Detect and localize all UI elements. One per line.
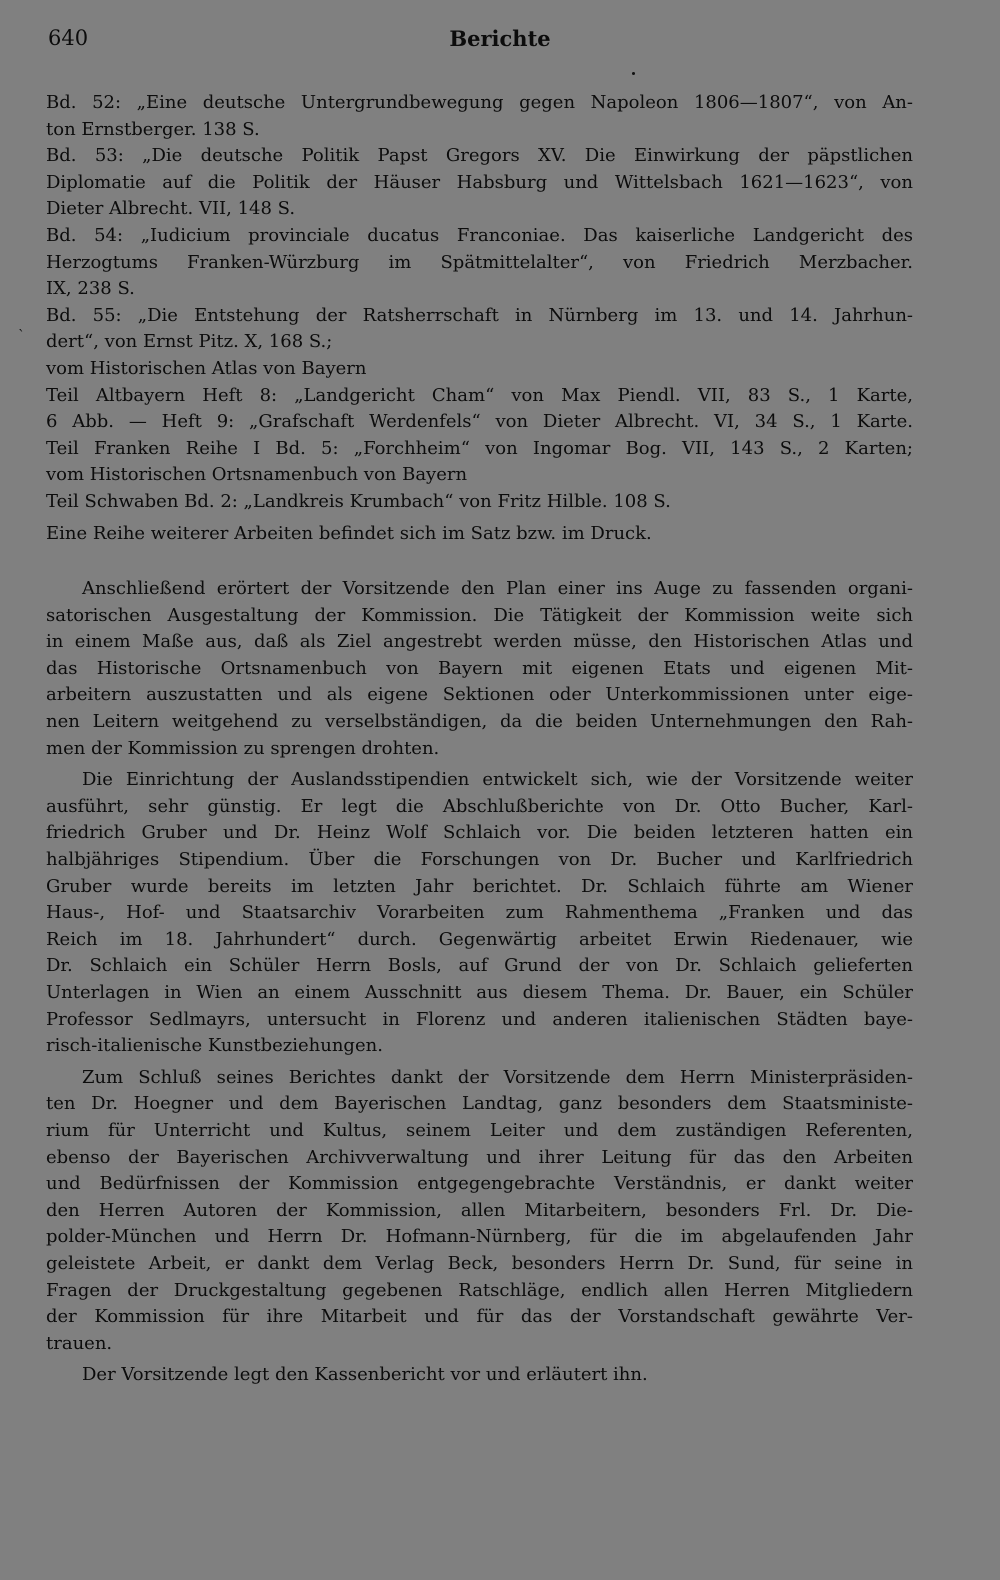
paragraph-line: Unterlagen in Wien an einem Ausschnitt aus diesem Thema. Dr. Bauer, ein Schüler [46, 982, 913, 1003]
paragraph [46, 1362, 913, 1389]
publication-line: vom Historischen Ortsnamenbuch von Bayern [46, 464, 468, 486]
print-speck [632, 72, 635, 75]
page-header [0, 26, 1000, 60]
paragraph-line: der Kommission für ihre Mitarbeit und für das der Vorstandschaft gewährte Ver- [46, 1306, 913, 1328]
paragraph-line: das Historische Ortsnamenbuch von Bayern mit eigenen Etats und eigenen Mit- [46, 657, 913, 679]
paragraph-line: den Herren Autoren der Kommission, allen Mitarbeitern, besonders Frl. Dr. Die- [46, 1199, 913, 1221]
paragraph-line: risch-italienische Kunstbeziehungen. [46, 1035, 383, 1057]
paragraph [46, 767, 913, 1060]
publication-line: Herzogtums Franken-Würzburg im Spätmittelalter“, von Friedrich Merzbacher. [46, 251, 913, 273]
publication-line: Teil Schwaben Bd. 2: „Landkreis Krumbach“ von Fritz Hilble. 108 S. [46, 490, 671, 512]
paragraph-line: Professor Sedlmayrs, untersucht in Florenz und anderen italienischen Städten baye- [46, 1008, 913, 1030]
publication-line: vom Historischen Atlas von Bayern [46, 357, 367, 379]
paragraph-line: satorischen Ausgestaltung der Kommission. Die Tätigkeit der Kommission weite sich [46, 604, 913, 626]
paragraph-line: ten Dr. Hoegner und dem Bayerischen Landtag, ganz besonders dem Staatsministe- [46, 1093, 913, 1115]
paragraph-line: Reich im 18. Jahrhundert“ durch. Gegenwärtig arbeitet Erwin Riedenauer, wie [46, 928, 913, 950]
publication-line: Diplomatie auf die Politik der Häuser Habsburg und Wittelsbach 1621—1623“, von [46, 171, 913, 193]
publication-line: Bd. 53: „Die deutsche Politik Papst Gregors XV. Die Einwirkung der päpstlichen [46, 145, 913, 167]
paragraph-line: ausführt, sehr günstig. Er legt die Abschlußberichte von Dr. Otto Bucher, Karl- [46, 795, 913, 817]
publication-line: 6 Abb. — Heft 9: „Grafschaft Werdenfels“ von Dieter Albrecht. VI, 34 S., 1 Karte. [46, 411, 913, 433]
paragraph-line: friedrich Gruber und Dr. Heinz Wolf Schlaich vor. Die beiden letzteren hatten ein [46, 822, 913, 844]
paragraph-line: in einem Maße aus, daß als Ziel angestrebt werden müsse, den Historischen Atlas und [46, 631, 913, 653]
paragraph-line: Die Einrichtung der Auslandsstipendien entwickelt sich, wie der Vorsitzende weiter [82, 769, 913, 791]
publication-line: Bd. 54: „Iudicium provinciale ducatus Franconiae. Das kaiserliche Landgericht des [46, 224, 913, 246]
paragraph [46, 1065, 913, 1358]
paragraph-line: Anschließend erörtert der Vorsitzende den Plan einer ins Auge zu fassenden organi- [82, 578, 913, 600]
paragraph-line: Fragen der Druckgestaltung gegebenen Ratschläge, endlich allen Herren Mitgliedern [46, 1279, 913, 1301]
page-body [46, 90, 913, 1389]
paragraph-line: men der Kommission zu sprengen drohten. [46, 737, 440, 759]
paragraph-line: Gruber wurde bereits im letzten Jahr berichtet. Dr. Schlaich führte am Wiener [46, 875, 913, 897]
publication-line: Dieter Albrecht. VII, 148 S. [46, 198, 296, 220]
paragraph-line: Dr. Schlaich ein Schüler Herrn Bosls, auf Grund der von Dr. Schlaich gelieferten [46, 955, 913, 977]
paragraph-line: und Bedürfnissen der Kommission entgegengebrachte Verständnis, er dankt weiter [46, 1173, 913, 1195]
paragraph-line: Zum Schluß seines Berichtes dankt der Vorsitzende dem Herrn Ministerpräsiden- [82, 1066, 913, 1088]
paragraph-line: geleistete Arbeit, er dankt dem Verlag Beck, besonders Herrn Dr. Sund, für seine in [46, 1252, 913, 1274]
paragraph-line: Haus-, Hof- und Staatsarchiv Vorarbeiten zum Rahmenthema „Franken und das [46, 902, 913, 924]
publication-line: Bd. 52: „Eine deutsche Untergrundbewegung gegen Napoleon 1806—1807“, von An- [46, 92, 913, 113]
paragraph-line: ebenso der Bayerischen Archivverwaltung und ihrer Leitung für das den Arbeiten [46, 1146, 913, 1168]
publication-list [46, 90, 913, 547]
publication-line: Teil Altbayern Heft 8: „Landgericht Cham“ von Max Piendl. VII, 83 S., 1 Karte, [46, 384, 913, 406]
report-paragraphs [46, 576, 913, 1389]
running-title: Berichte [449, 26, 551, 51]
paragraph-line: arbeitern auszustatten und als eigene Sektionen oder Unterkommissionen unter eige- [46, 684, 913, 706]
paragraph-line: nen Leitern weitgehend zu verselbständigen, da die beiden Unternehmungen den Rah- [46, 711, 913, 733]
paragraph-line: rium für Unterricht und Kultus, seinem Leiter und dem zuständigen Referenten, [46, 1119, 913, 1141]
publication-line: Bd. 55: „Die Entstehung der Ratsherrschaft in Nürnberg im 13. und 14. Jahrhun- [46, 304, 913, 326]
paragraph-line: halbjähriges Stipendium. Über die Forschungen von Dr. Bucher und Karlfriedrich [46, 849, 913, 871]
publication-line: ton Ernstberger. 138 S. [46, 118, 260, 140]
publication-line: Teil Franken Reihe I Bd. 5: „Forchheim“ von Ingomar Bog. VII, 143 S., 2 Karten; [46, 437, 913, 459]
publication-line: IX, 238 S. [46, 278, 135, 300]
margin-mark: ˋ [18, 328, 25, 344]
paragraph-line: polder-München und Herrn Dr. Hofmann-Nürnberg, für die im abgelaufenden Jahr [46, 1226, 913, 1248]
page-number: 640 [48, 26, 89, 50]
publication-line: dert“, von Ernst Pitz. X, 168 S.; [46, 331, 333, 353]
publication-line: Eine Reihe weiterer Arbeiten befindet sich im Satz bzw. im Druck. [46, 522, 652, 544]
paragraph-line: Der Vorsitzende legt den Kassenbericht vor und erläutert ihn. [82, 1364, 648, 1386]
paragraph [46, 576, 913, 762]
paragraph-line: trauen. [46, 1332, 113, 1354]
